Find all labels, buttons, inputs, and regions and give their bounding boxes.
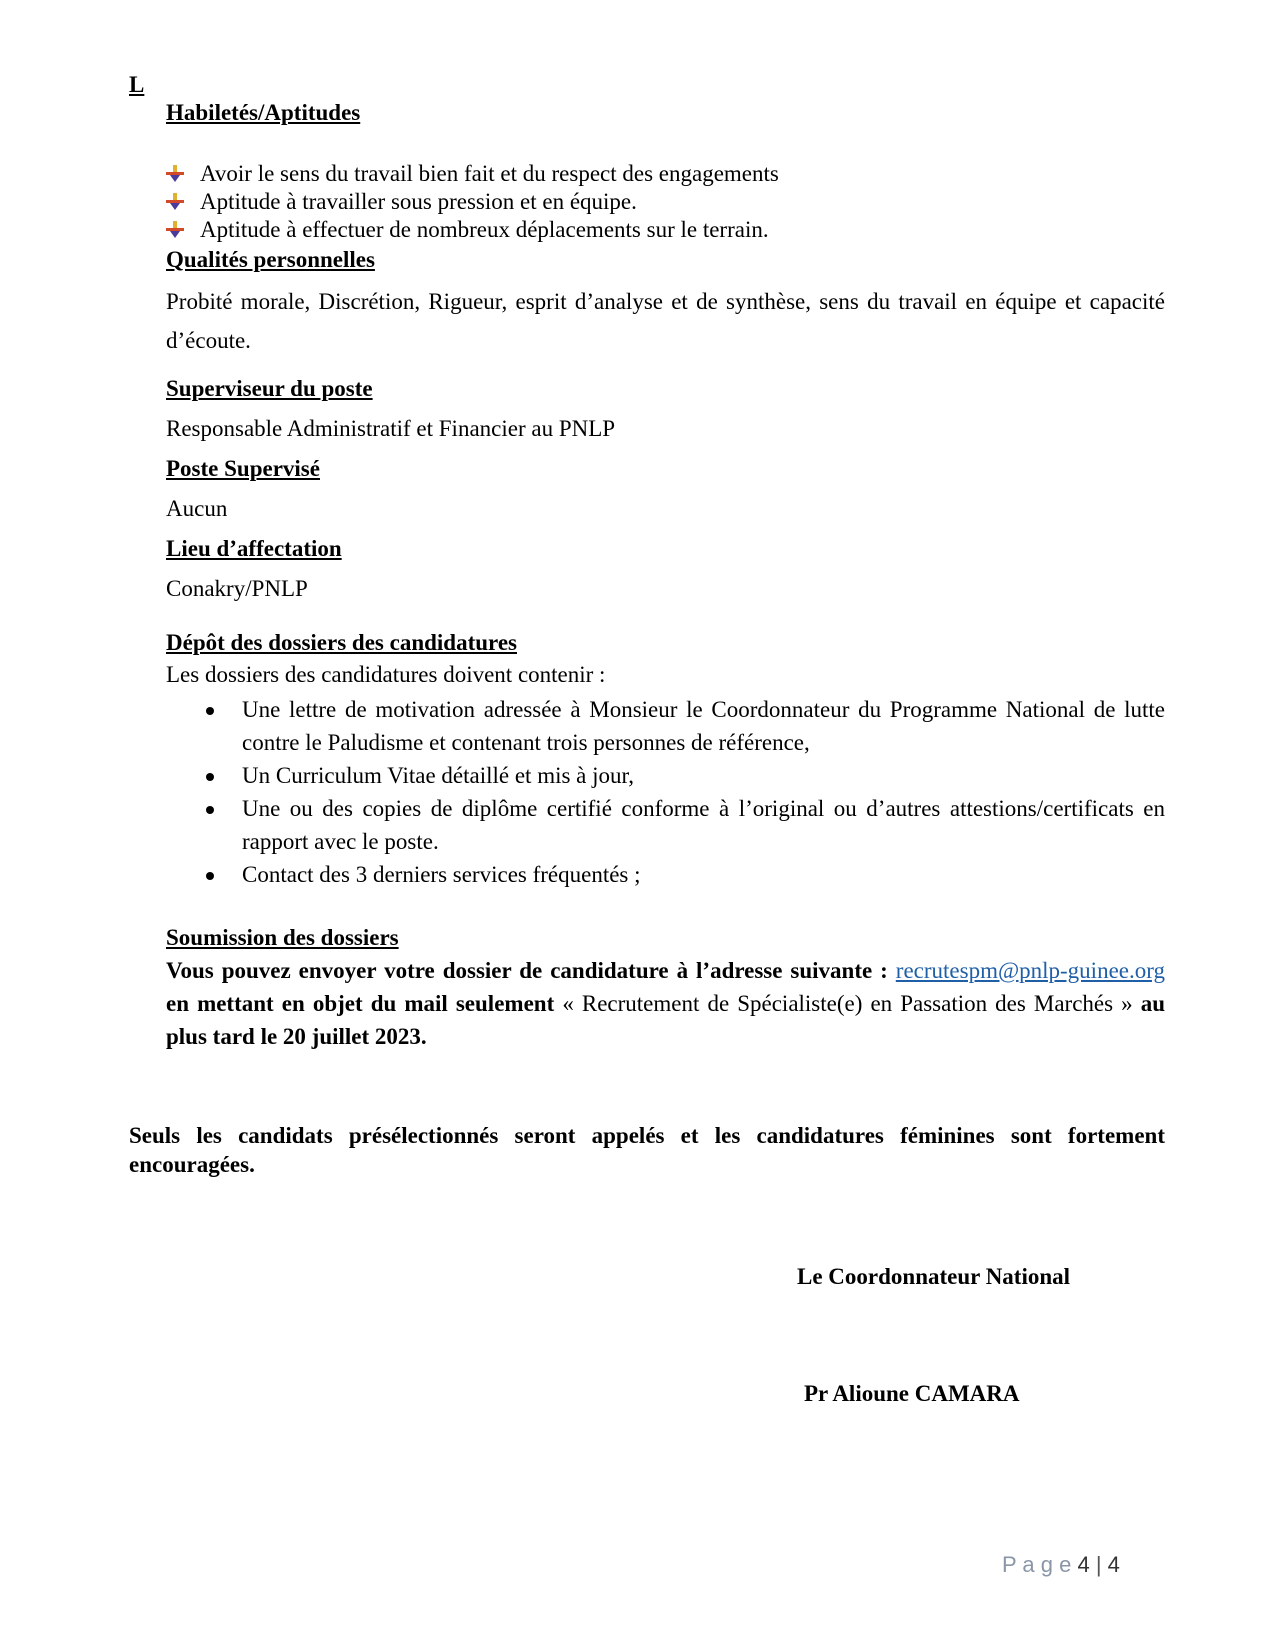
supervised-text: Aucun [166,496,228,521]
deposit-item [166,693,1165,759]
submission-mid: en mettant en objet du mail seulement [166,991,555,1016]
arrow-bullet-icon [166,165,184,183]
notice-text: Seuls les candidats présélectionnés seront appelés et les candidatures féminines sont fortement encouragées. [129,1123,1165,1177]
corner-letter: L [129,72,145,97]
skills-item [166,216,779,244]
deposit-item-text: Une ou des copies de diplôme certifié conforme à l’original ou d’autres attestions/certificats en rapport avec le poste. [242,796,1165,854]
skills-item [166,188,779,216]
arrow-bullet-icon [166,221,184,239]
deposit-item-text: Une lettre de motivation adressée à Monsieur le Coordonnateur du Programme National de lutte contre le Paludisme et contenant trois personnes de référence, [242,697,1165,755]
deposit-list [166,693,1165,891]
deposit-intro: Les dossiers des candidatures doivent contenir : [166,662,606,687]
supervised-heading: Poste Supervisé [166,456,320,481]
arrow-bullet-icon [166,193,184,211]
deposit-heading: Dépôt des dossiers des candidatures [166,630,517,655]
submission-heading: Soumission des dossiers [166,925,399,950]
submission-lead: Vous pouvez envoyer votre dossier de candidature à l’adresse suivante : [166,958,888,983]
page-total: 4 [1107,1552,1120,1577]
submission-text [166,954,1165,1053]
supervisor-heading: Superviseur du poste [166,376,373,401]
bullet-dot-icon [206,872,214,880]
bullet-dot-icon [206,806,214,814]
qualities-heading: Qualités personnelles [166,247,375,272]
page-current: 4 [1077,1552,1090,1577]
deposit-item-text: Contact des 3 derniers services fréquentés ; [242,862,641,887]
signature-title: Le Coordonnateur National [797,1264,1071,1289]
deposit-item-text: Un Curriculum Vitae détaillé et mis à jour, [242,763,635,788]
skills-heading: Habiletés/Aptitudes [166,100,361,125]
submission-paragraph [166,954,1165,1053]
skills-item-text: Aptitude à effectuer de nombreux déplacements sur le terrain. [200,217,769,242]
skills-item [166,160,779,188]
location-heading: Lieu d’affectation [166,536,342,561]
supervisor-text: Responsable Administratif et Financier au PNLP [166,416,616,441]
skills-list [166,160,779,244]
bullet-dot-icon [206,707,214,715]
deposit-item [166,792,1165,858]
qualities-text: Probité morale, Discrétion, Rigueur, esprit d’analyse et de synthèse, sens du travail en équipe et capacité d’écoute. [166,289,1165,353]
deposit-item [166,759,1165,792]
page-label: P a g e [1002,1552,1072,1577]
submission-deadline: au plus tard le 20 juillet 2023. [166,991,1166,1049]
signature-name: Pr Alioune CAMARA [804,1381,1020,1406]
deposit-item [166,858,1165,891]
page-separator: | [1095,1552,1102,1577]
submission-subject: « Recrutement de Spécialiste(e) en Passation des Marchés » [562,991,1133,1016]
skills-item-text: Avoir le sens du travail bien fait et du respect des engagements [200,161,779,186]
page-footer [1002,1552,1120,1578]
email-link[interactable]: recrutespm@pnlp-guinee.org [895,958,1165,983]
bullet-dot-icon [206,773,214,781]
skills-item-text: Aptitude à travailler sous pression et en équipe. [200,189,637,214]
location-text: Conakry/PNLP [166,576,308,601]
